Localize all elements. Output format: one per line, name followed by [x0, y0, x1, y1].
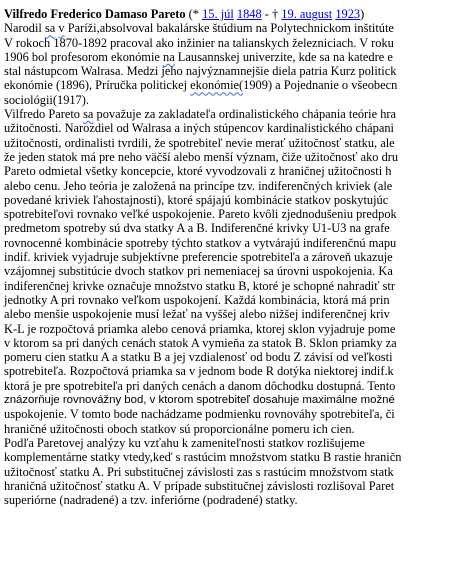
birth-year-link[interactable]: 1848: [236, 7, 262, 21]
text-run: Lausannskej univerzite, kde sa na katedre e: [174, 49, 393, 64]
substitution-line: hraničná užitočnosť statku A. V prípade substitučnej závislosti rozlišoval Paret: [4, 478, 395, 493]
theory-line: predmetom spotreby sú dva statky A a B. Indiferenčné krivky U1-U3 na grafe: [4, 221, 390, 236]
dash-death: - †: [261, 7, 282, 21]
theory-line: povedané kriviek ľahostajnosti), ktoré spájajú kombinácie statkov poskytujúc: [4, 192, 389, 207]
bio-line: V rokoch 1870-1892 pracoval ako inžinier na talianskych železniciach. V roku: [4, 35, 394, 50]
document-body: [4, 7, 462, 507]
bio-line: stal nástupcom Walrasa. Medzi jeho najvýznamnejšie diela patria Kurz politick: [4, 64, 397, 79]
theory-line: spotrebiteľa. Rozpočtová priamka sa v jednom bode R dotýka niektorej indif.k: [4, 364, 394, 379]
spellcheck-word: sa: [83, 107, 94, 122]
theory-line: indif. kriviek vyjadruje subjektívne preferencie spotrebiteľa a zároveň ukazuje: [4, 250, 393, 265]
theory-line: [4, 107, 462, 121]
theory-line: že jeden statok má pre neho väčší alebo menší význam, čiže užitočnosť ako dru: [4, 149, 399, 164]
spellcheck-word: na: [163, 49, 175, 64]
birth-date-link[interactable]: 15. júl: [202, 7, 234, 21]
theory-line: znázorňuje rovnovážny bod, v ktorom spotrebiteľ dosahuje maximálne možné: [4, 394, 395, 407]
theory-line: alebo cenu. Jeho teória je založená na princípe tzv. indiferenčných kriviek (ale: [4, 178, 393, 193]
text-run: Narodil: [4, 21, 45, 36]
theory-line: v ktorom sa pri daných cenách statok A vymieňa za statok B. Sklon priamky za: [4, 335, 397, 350]
paren-open: (*: [185, 7, 203, 21]
theory-line: vzájomnej substitúcie dvoch statkov pri nemeniacej sa úrovni uspokojenia. Ka: [4, 264, 393, 279]
theory-line: uspokojenie. V tomto bode nachádzame podmienku rovnováhy spotrebiteľa, či: [4, 407, 395, 422]
theory-line: rovnocenné kombinácie spotreby týchto statkov a vytvárajú indiferenčnú mapu: [4, 235, 397, 250]
theory-line: spotrebiteľovi rovnako veľké uspokojenie. Pareto kvôli zjednodušeniu predpok: [4, 207, 397, 222]
heading-line: [4, 7, 462, 21]
spellcheck-word: sa: [44, 21, 56, 36]
text-run: 1906 bol profesorom ekonómie: [4, 49, 163, 64]
text-run: ekonómie (1896), Príručka politickej: [4, 78, 191, 93]
substitution-line: užitočnosť statku A. Pri substitučnej závislosti zas s rastúcim množstvom statk: [4, 464, 394, 479]
theory-line: užitočnosti, ordinalisti tvrdili, že spotrebiteľ nevie merať užitočnosť statku, ale: [4, 135, 395, 150]
substitution-line: superiórne (nadradené) a tzv. inferiórne (podradené) statky.: [4, 493, 298, 508]
theory-line: Pareto odmietal všetky koncepcie, ktoré vyvodzovali z hraničnej užitočnosti h: [4, 164, 392, 179]
theory-line: hraničné užitočnosti oboch statkov sú proporcionálne pomeru ich cien.: [4, 421, 355, 436]
bio-line: [4, 21, 462, 35]
paren-close: ): [360, 7, 365, 21]
text-run: Paríži,absolvoval bakalárske štúdium na Polytechnickom inštitúte: [64, 21, 394, 36]
bio-line: sociológii(1917).: [4, 92, 90, 107]
theory-line: ktorá je pre spotrebiteľa pri daných cenách a danom dôchodku dostupná. Tento: [4, 378, 396, 393]
text-run: 1909) a Pojednanie o všeobecn: [243, 78, 398, 93]
death-date-link[interactable]: 19. august: [281, 7, 333, 21]
spellcheck-word: v: [58, 21, 65, 36]
theory-line: užitočnosti. Narozdiel od Walrasa a iných stúpencov kardinalistického chápani: [4, 121, 394, 136]
theory-line: indiferenčnej krivke označuje množstvo statku B, ktoré je schopné nahradiť str: [4, 278, 396, 293]
text-run: Vilfredo Pareto: [4, 107, 84, 122]
bio-line: [4, 78, 462, 92]
theory-line: jednotky A pri rovnako veľkom uspokojení. Každá kombinácia, ktorá má prin: [4, 292, 390, 307]
theory-line: K-L je rozpočtová priamka alebo cenová priamka, ktorej sklon vyjadruje pome: [4, 321, 396, 336]
death-year-link[interactable]: 1923: [335, 7, 361, 21]
spellcheck-word: ekonómie(: [190, 78, 244, 93]
substitution-line: komplementárne statky vtedy,keď s rastúcim množstvom statku B rastie hraničn: [4, 450, 402, 465]
theory-line: alebo menšie uspokojenie musí ležať na vyššej alebo nižšej indiferenčnej kriv: [4, 307, 390, 322]
bio-line: [4, 50, 462, 64]
text-run: považuje za zakladateľa ordinalistického chápania teórie hra: [93, 107, 397, 122]
person-name: Vilfredo Frederico Damaso Pareto: [4, 7, 186, 21]
theory-line: pomeru cien statku A a statku B a jej vzdialenosť od bodu Z závisí od veľkosti: [4, 350, 393, 365]
substitution-line: Podľa Paretovej analýzy ku vzťahu k zameniteľnosti statkov rozlišujeme: [4, 435, 365, 450]
